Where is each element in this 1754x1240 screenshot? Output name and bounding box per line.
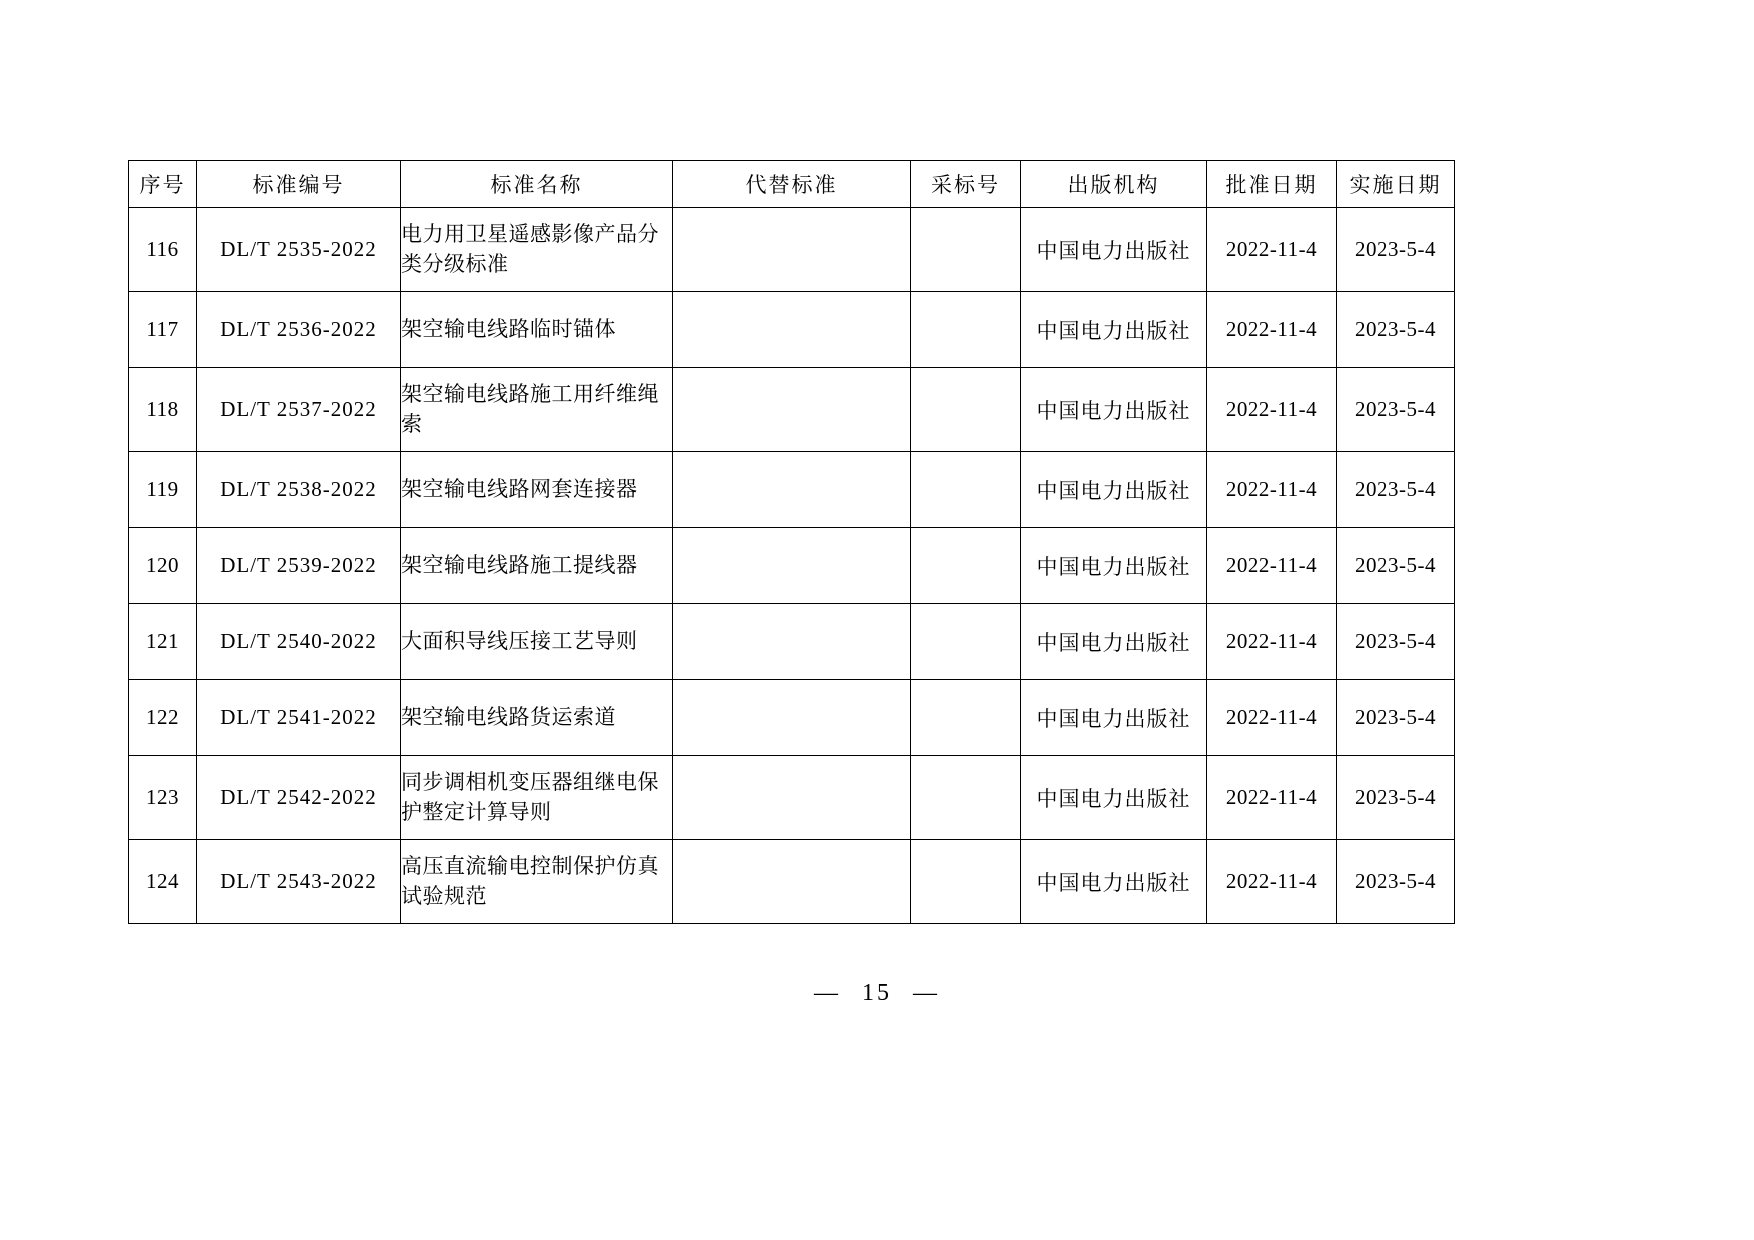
cell-approve-date: 2022-11-4 bbox=[1207, 756, 1337, 840]
cell-code: DL/T 2537-2022 bbox=[197, 368, 401, 452]
cell-approve-date: 2022-11-4 bbox=[1207, 452, 1337, 528]
cell-adopt bbox=[911, 368, 1021, 452]
cell-approve-date: 2022-11-4 bbox=[1207, 208, 1337, 292]
cell-seq: 117 bbox=[129, 292, 197, 368]
column-header-impl-date: 实施日期 bbox=[1337, 161, 1455, 208]
table-header-row bbox=[129, 161, 1455, 208]
cell-impl-date: 2023-5-4 bbox=[1337, 368, 1455, 452]
cell-name: 大面积导线压接工艺导则 bbox=[401, 604, 673, 680]
cell-code: DL/T 2538-2022 bbox=[197, 452, 401, 528]
cell-publisher: 中国电力出版社 bbox=[1021, 452, 1207, 528]
cell-publisher: 中国电力出版社 bbox=[1021, 756, 1207, 840]
cell-impl-date: 2023-5-4 bbox=[1337, 452, 1455, 528]
cell-replace bbox=[673, 292, 911, 368]
cell-replace bbox=[673, 756, 911, 840]
table-row bbox=[129, 208, 1455, 292]
column-header-approve-date: 批准日期 bbox=[1207, 161, 1337, 208]
standards-table-container bbox=[128, 160, 1440, 924]
cell-name: 架空输电线路网套连接器 bbox=[401, 452, 673, 528]
cell-replace bbox=[673, 368, 911, 452]
cell-name: 高压直流输电控制保护仿真试验规范 bbox=[401, 840, 673, 924]
table-row bbox=[129, 292, 1455, 368]
cell-seq: 116 bbox=[129, 208, 197, 292]
cell-adopt bbox=[911, 208, 1021, 292]
cell-name: 架空输电线路货运索道 bbox=[401, 680, 673, 756]
cell-approve-date: 2022-11-4 bbox=[1207, 680, 1337, 756]
cell-replace bbox=[673, 208, 911, 292]
page-footer bbox=[0, 980, 1754, 1007]
cell-publisher: 中国电力出版社 bbox=[1021, 368, 1207, 452]
cell-adopt bbox=[911, 604, 1021, 680]
cell-code: DL/T 2541-2022 bbox=[197, 680, 401, 756]
cell-seq: 121 bbox=[129, 604, 197, 680]
cell-seq: 122 bbox=[129, 680, 197, 756]
cell-adopt bbox=[911, 292, 1021, 368]
cell-approve-date: 2022-11-4 bbox=[1207, 292, 1337, 368]
cell-name: 电力用卫星遥感影像产品分类分级标准 bbox=[401, 208, 673, 292]
cell-replace bbox=[673, 604, 911, 680]
column-header-replace: 代替标准 bbox=[673, 161, 911, 208]
cell-code: DL/T 2542-2022 bbox=[197, 756, 401, 840]
table-row bbox=[129, 528, 1455, 604]
table-row bbox=[129, 840, 1455, 924]
cell-code: DL/T 2543-2022 bbox=[197, 840, 401, 924]
cell-publisher: 中国电力出版社 bbox=[1021, 604, 1207, 680]
table-header bbox=[129, 161, 1455, 208]
cell-publisher: 中国电力出版社 bbox=[1021, 528, 1207, 604]
cell-code: DL/T 2535-2022 bbox=[197, 208, 401, 292]
footer-dash-right: — bbox=[913, 980, 940, 1006]
cell-approve-date: 2022-11-4 bbox=[1207, 528, 1337, 604]
cell-adopt bbox=[911, 680, 1021, 756]
cell-approve-date: 2022-11-4 bbox=[1207, 840, 1337, 924]
page-number: 15 bbox=[862, 980, 892, 1006]
cell-impl-date: 2023-5-4 bbox=[1337, 528, 1455, 604]
standards-table bbox=[128, 160, 1455, 924]
cell-publisher: 中国电力出版社 bbox=[1021, 208, 1207, 292]
cell-adopt bbox=[911, 840, 1021, 924]
table-body bbox=[129, 208, 1455, 924]
cell-name: 架空输电线路施工提线器 bbox=[401, 528, 673, 604]
cell-seq: 120 bbox=[129, 528, 197, 604]
table-row bbox=[129, 368, 1455, 452]
cell-code: DL/T 2536-2022 bbox=[197, 292, 401, 368]
cell-impl-date: 2023-5-4 bbox=[1337, 680, 1455, 756]
column-header-adopt: 采标号 bbox=[911, 161, 1021, 208]
cell-code: DL/T 2540-2022 bbox=[197, 604, 401, 680]
cell-impl-date: 2023-5-4 bbox=[1337, 756, 1455, 840]
table-row bbox=[129, 604, 1455, 680]
table-row bbox=[129, 756, 1455, 840]
column-header-name: 标准名称 bbox=[401, 161, 673, 208]
cell-name: 架空输电线路临时锚体 bbox=[401, 292, 673, 368]
cell-approve-date: 2022-11-4 bbox=[1207, 604, 1337, 680]
cell-impl-date: 2023-5-4 bbox=[1337, 208, 1455, 292]
cell-seq: 119 bbox=[129, 452, 197, 528]
cell-impl-date: 2023-5-4 bbox=[1337, 840, 1455, 924]
cell-adopt bbox=[911, 528, 1021, 604]
cell-seq: 118 bbox=[129, 368, 197, 452]
cell-replace bbox=[673, 840, 911, 924]
cell-replace bbox=[673, 452, 911, 528]
cell-impl-date: 2023-5-4 bbox=[1337, 292, 1455, 368]
cell-approve-date: 2022-11-4 bbox=[1207, 368, 1337, 452]
cell-seq: 123 bbox=[129, 756, 197, 840]
cell-code: DL/T 2539-2022 bbox=[197, 528, 401, 604]
cell-adopt bbox=[911, 756, 1021, 840]
table-row bbox=[129, 680, 1455, 756]
cell-name: 架空输电线路施工用纤维绳索 bbox=[401, 368, 673, 452]
cell-publisher: 中国电力出版社 bbox=[1021, 680, 1207, 756]
cell-adopt bbox=[911, 452, 1021, 528]
cell-replace bbox=[673, 680, 911, 756]
footer-dash-left: — bbox=[814, 980, 841, 1006]
cell-publisher: 中国电力出版社 bbox=[1021, 840, 1207, 924]
table-row bbox=[129, 452, 1455, 528]
cell-replace bbox=[673, 528, 911, 604]
cell-seq: 124 bbox=[129, 840, 197, 924]
column-header-seq: 序号 bbox=[129, 161, 197, 208]
cell-publisher: 中国电力出版社 bbox=[1021, 292, 1207, 368]
cell-impl-date: 2023-5-4 bbox=[1337, 604, 1455, 680]
column-header-code: 标准编号 bbox=[197, 161, 401, 208]
cell-name: 同步调相机变压器组继电保护整定计算导则 bbox=[401, 756, 673, 840]
column-header-publisher: 出版机构 bbox=[1021, 161, 1207, 208]
